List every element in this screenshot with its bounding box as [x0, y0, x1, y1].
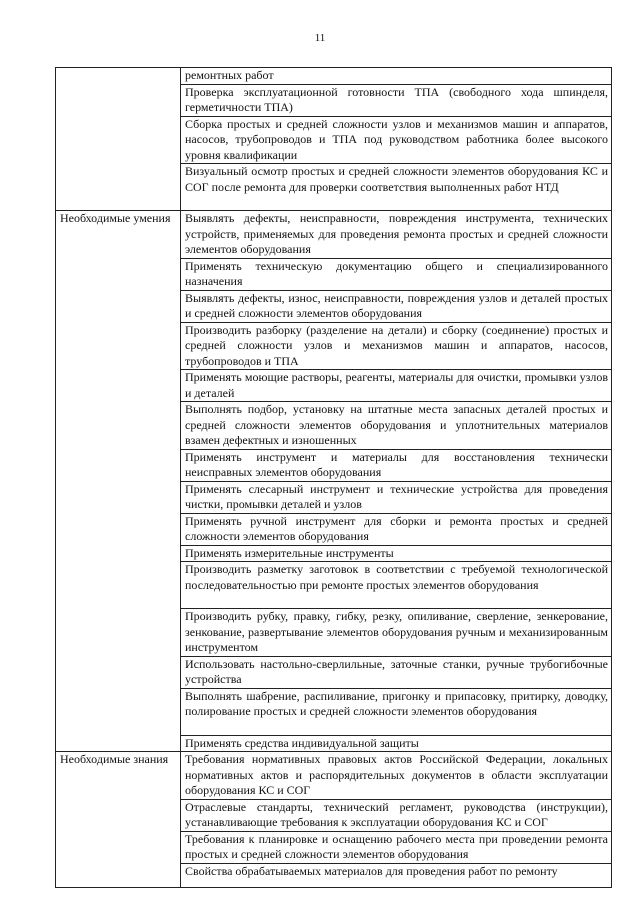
skills-item: Использовать настольно-сверлильные, заточные станки, ручные трубогибочные устройства — [181, 656, 612, 688]
skills-item: Производить разметку заготовок в соответствии с требуемой технологической последовательностью при ремонте простых элементов оборудования — [181, 562, 612, 609]
table-row — [56, 211, 612, 259]
skills-item: Применять моющие растворы, реагенты, материалы для очистки, промывки узлов и деталей — [181, 370, 612, 402]
continuation-item: Визуальный осмотр простых и средней сложности элементов оборудования КС и СОГ после ремонта для проверки соответствия выполненных работ НТД — [181, 164, 612, 211]
skills-item: Применять измерительные инструменты — [181, 545, 612, 562]
skills-item: Выявлять дефекты, износ, неисправности, повреждения узлов и деталей простых и средней сложности элементов оборудования — [181, 290, 612, 322]
skills-item: Выявлять дефекты, неисправности, повреждения инструмента, технических устройств, применяемых для проведения ремонта простых и средней сложности элементов оборудования — [181, 211, 612, 259]
knowledge-item: Отраслевые стандарты, технический регламент, руководства (инструкции), устанавливающие требования к эксплуатации оборудования КС и СОГ — [181, 799, 612, 831]
skills-item: Применять техническую документацию общего и специализированного назначения — [181, 258, 612, 290]
knowledge-item: Свойства обрабатываемых материалов для проведения работ по ремонту — [181, 863, 612, 887]
skills-item: Применять инструмент и материалы для восстановления технически неисправных элементов оборудования — [181, 449, 612, 481]
skills-item: Применять слесарный инструмент и технические устройства для проведения чистки, промывки деталей и узлов — [181, 481, 612, 513]
knowledge-item: Требования к планировке и оснащению рабочего места при проведении ремонта простых и средней сложности элементов оборудования — [181, 831, 612, 863]
requirements-table — [55, 67, 612, 888]
knowledge-item: Требования нормативных правовых актов Российской Федерации, локальных нормативных актов и распорядительных документов в области эксплуатации оборудования КС и СОГ — [181, 752, 612, 800]
skills-item: Выполнять подбор, установку на штатные места запасных деталей простых и средней сложности элементов оборудования и уплотнительных материалов взамен дефектных и изношенных — [181, 402, 612, 450]
continuation-item: Сборка простых и средней сложности узлов и механизмов машин и аппаратов, насосов, трубопроводов и ТПА под руководством работника более высокого уровня квалификации — [181, 116, 612, 164]
skills-item: Применять средства индивидуальной защиты — [181, 735, 612, 752]
table-row — [56, 68, 612, 85]
skills-item: Производить рубку, правку, гибку, резку, опиливание, сверление, зенкерование, зенкование, развертывание элементов оборудования ручным и механизированным инструментом — [181, 609, 612, 657]
skills-item: Применять ручной инструмент для сборки и ремонта простых и средней сложности элементов оборудования — [181, 513, 612, 545]
continuation-label-cell — [56, 68, 181, 211]
continuation-item: ремонтных работ — [181, 68, 612, 85]
skills-item: Выполнять шабрение, распиливание, пригонку и припасовку, притирку, доводку, полирование простых и средней сложности элементов оборудования — [181, 688, 612, 735]
skills-label-cell: Необходимые умения — [56, 211, 181, 752]
knowledge-label-cell: Необходимые знания — [56, 752, 181, 888]
page-number: 11 — [314, 32, 326, 44]
continuation-item: Проверка эксплуатационной готовности ТПА (свободного хода шпинделя, герметичности ТПА) — [181, 84, 612, 116]
skills-item: Производить разборку (разделение на детали) и сборку (соединение) простых и средней сложности узлов и механизмов машин и аппаратов, насосов, трубопроводов и ТПА — [181, 322, 612, 370]
requirements-table-body — [56, 68, 612, 888]
table-row — [56, 752, 612, 800]
